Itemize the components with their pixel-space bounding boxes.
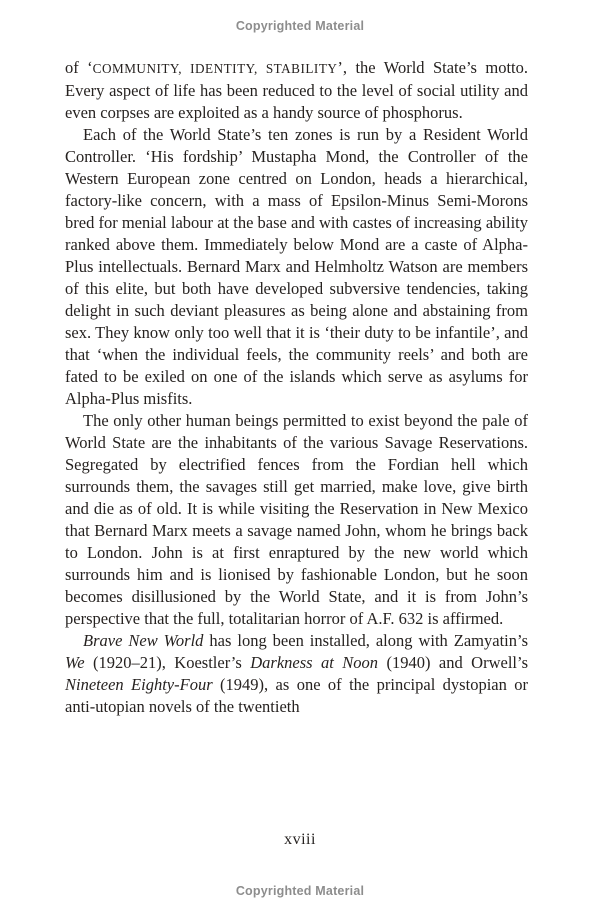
copyright-watermark-bottom: Copyrighted Material	[235, 884, 365, 898]
paragraph	[65, 410, 528, 630]
paragraph	[65, 124, 528, 410]
italic-text: We	[65, 653, 85, 672]
smallcaps-text: COMMUNITY, IDENTITY, STABILITY	[92, 61, 338, 76]
paragraph	[65, 57, 528, 124]
text-segment: (1940) and Orwell’s	[378, 653, 528, 672]
text-segment: ’, the World State’s motto. Every aspect of life has been reduced to the level of social utility and even corpses are exploited as a handy source of phosphorus.	[65, 58, 528, 122]
italic-text: Darkness at Noon	[250, 653, 379, 672]
text-segment: The only other human beings permitted to exist beyond the pale of World State are the inhabitants of the various Savage Reservations. Segregated by electrified fences from the Fordian hell which surrounds them, the savages still get married, make love, give birth and die as of old. It is while visiting the Reservation in New Mexico that Bernard Marx meets a savage named John, whom he brings back to London. John is at first enraptured by the new world which surrounds him and is lionised by fashionable London, but he soon becomes disillusioned by the World State, and it is from John’s perspective that the full, totalitarian horror of A.F. 632 is affirmed.	[65, 411, 528, 628]
copyright-watermark-top: Copyrighted Material	[235, 19, 365, 33]
text-segment: (1949), as one of the principal dystopian or anti-utopian novels of the twentieth	[65, 675, 528, 716]
italic-text: Nineteen Eighty-Four	[65, 675, 213, 694]
page-body-text	[65, 57, 528, 718]
italic-text: Brave New World	[83, 631, 204, 650]
page-number: xviii	[284, 831, 316, 848]
text-segment: Each of the World State’s ten zones is run by a Resident World Controller. ‘His fordship’ Mustapha Mond, the Controller of the Western European zone centred on London, heads a hierarchical, factory-like concern, with a mass of Epsilon-Minus Semi-Morons bred for menial labour at the base and with castes of increasing ability ranked above them. Immediately below Mond are a caste of Alpha-Plus intellectuals. Bernard Marx and Helmholtz Watson are members of this elite, but both have developed subversive tendencies, taking delight in such deviant pleasures as being alone and abstaining from sex. They know only too well that it is ‘their duty to be infantile’, and that ‘when the individual feels, the community reels’ and both are fated to be exiled on one of the islands which serve as asylums for Alpha-Plus misfits.	[65, 125, 528, 408]
text-segment: has long been installed, along with Zamyatin’s	[203, 631, 528, 650]
paragraph	[65, 630, 528, 718]
text-segment: of ‘	[65, 58, 93, 77]
text-segment: (1920–21), Koestler’s	[84, 653, 251, 672]
